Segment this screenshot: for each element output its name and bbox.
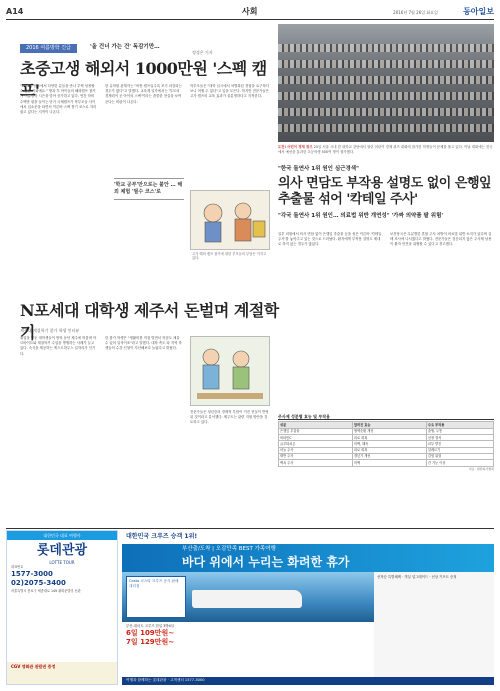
photo-caption-title: 도전! 어린이 경제 퀴즈 — [278, 145, 313, 149]
ad-left-banner: 대한민국 대표 여행사 — [7, 531, 117, 540]
article2-body-col3: 전문가들은 청년층의 경제적 부담이 커진 현실이 반영된 것이라고 분석했다. 제주도는 관련 지원 방안을 검토하고 있다. — [190, 410, 269, 425]
table-cell: 간 기능 이상 — [426, 460, 493, 466]
table-cell: 피로 회복 — [352, 435, 426, 441]
article1-body-col3: 학부모들은 "대학 입시에서 차별화된 경험을 요구하다 보니 어쩔 수 없다"고 입을 모은다. 하지만 전문가들은 고가 캠프의 교육 효과가 불분명하다고 지적한다. — [190, 84, 270, 99]
article1-tag: 2016 여름방학 긴급 — [20, 44, 77, 53]
table-cell: 감염 위험 — [426, 453, 493, 459]
article1-body-col1: "4박5일 캠프에서 다양한 분들을 만나 부쩍 성장할 수 있는 기회예요." 방과 후 아이들의 해외캠프 참가가 여름방학 시즌을 맞아 증가하고 있다. 연간 학비 수백만 원을 들이는 단기 국제캠프가 학부모들 사이에서 입소문을 타면서 이른바 스펙 쌓기 코스로 자리잡고 있다는 지적이 나온다. — [20, 84, 97, 115]
cruise-ad-hero-title: 바다 위에서 누리는 화려한 휴가 — [182, 555, 350, 569]
table-header: 주요 부작용 — [426, 422, 493, 428]
table-cell: 은행잎 추출물 — [279, 428, 353, 434]
article1-pull-quote: '학교 공부'만으로는 불안 … 해외 체험 '필수 코스'로 — [114, 178, 184, 200]
table-cell: 마늘 주사 — [279, 447, 353, 453]
table-header: 알려진 효능 — [352, 422, 426, 428]
article1-headline[interactable]: 초중고생 해외서 1000만원 '스펙 캠프' — [20, 59, 267, 100]
issue-date: 2016년 7월 26일 화요일 — [393, 10, 438, 15]
cruise-ad-side-panel: 선착순 특별혜택 · 객실 업그레이드 · 선상 기프트 증정 — [374, 572, 494, 685]
table-cell: 혈액순환 개선 — [352, 428, 426, 434]
article3-kicker: "한국 돌연사 1위 원인 심근경색" — [278, 166, 359, 172]
cruise-ad-hero-subtitle: 부산출/도착 | 오감만족 BEST 가족여행 — [182, 546, 276, 552]
article2-body-col1: 취업을 앞둔 대학생들이 방학 동안 제주에 머물며 아르바이트와 계절학기 수업을 병행하는 사례가 늘고 있다. 숙식을 제공하는 게스트하우스 일자리가 인기다. — [20, 336, 97, 356]
cruise-ad-route: 부산-대마도 크루즈 한일 3박4일 — [126, 624, 175, 628]
article3-subhead: "각국 돌연사 1위 원인… 의료법 위반 개연성" '가짜 의약품 팔 위험' — [278, 213, 444, 219]
table-cell: 글루타치온 — [279, 441, 353, 447]
ad-left-title: 롯데관광 — [36, 543, 88, 559]
ad-left-phone2[interactable]: 02)2075-3400 — [11, 579, 66, 588]
article2-body-col2: 한 참가 학생은 "생활비를 직접 벌면서 학점도 채울 수 있어 일석이조"라고 말했다. 대학 측도 타 지역 학생들의 수강 신청이 지난해보다 늘었다고 밝혔다. — [105, 336, 182, 351]
table-cell: 태반 주사 — [279, 453, 353, 459]
news-photo — [278, 24, 494, 142]
table-cell: 출혈, 두통 — [426, 428, 493, 434]
photo-caption — [278, 145, 494, 155]
table-cell: 피로 회복 — [352, 447, 426, 453]
article1-byline: 정성은 기자 — [192, 50, 213, 55]
ad-left-address: 서울특별시 종로구 세종대로 149 광화문빌딩 신관 — [11, 588, 81, 593]
table-cell: 갱년기 개선 — [352, 453, 426, 459]
ship-icon — [192, 590, 302, 608]
cruise-ad-price2: 7일 129만원~ — [126, 638, 175, 647]
article3-body-col1: 일부 의원에서 의사 면담 없이 은행잎 추출물 등을 섞은 이른바 '칵테일 주사'를 놓아주고 있는 것으로 드러났다. 환자에게 부작용 설명도 제대로 하지 않는 경우가 많았다. — [278, 232, 382, 247]
ad-left-subtitle: LOTTE TOUR — [49, 559, 75, 565]
table-cell: 미백 — [352, 460, 426, 466]
table-header: 성분 — [279, 422, 353, 428]
cruise-ad-info — [122, 622, 372, 685]
article2-byline: 제주대 계절학기 참가 학생 인터뷰 — [20, 328, 80, 333]
table-caption: 주사제 성분별 효능 및 부작용 — [278, 414, 494, 420]
table-cell: 피부 발진 — [426, 441, 493, 447]
cruise-ad-hero — [122, 544, 494, 572]
info-table — [278, 414, 494, 471]
article1-kicker: '올 건너 가는 건' 독감기만… — [90, 44, 160, 50]
cruise-ad-top-line: 대한민국 크루즈 승객 1위! — [122, 530, 494, 544]
article1-cartoon-image — [190, 190, 270, 250]
article1-body-col2: 한 유학원 관계자는 "비싼 캠프일수록 조기 마감되는 경우가 많다"고 말했다. 교육계 일각에서는 '부모의 경제력이 곧 아이의 스펙'이라는 씁쓸한 현실을 보여준다는 비판이 나온다. — [105, 84, 182, 104]
costa-badge: Costa 코스타 크루즈 공식 판매 대리점 — [126, 576, 186, 618]
article2-headline[interactable]: N포세대 대학생 제주서 돈벌며 계절학기 — [20, 301, 279, 342]
table-cell: 백옥 주사 — [279, 460, 353, 466]
ad-left-phone1[interactable]: 1577-3000 — [11, 569, 53, 578]
page-number: A14 — [6, 7, 24, 16]
cruise-ad-footer: 여행과 함께하는 롯데관광 · 고객센터 1577-3000 — [122, 677, 494, 685]
table-cell: 비타민C — [279, 435, 353, 441]
cartoon-illustration-icon — [191, 191, 269, 249]
newspaper-logo: 동아일보 — [463, 6, 494, 16]
lotte-tour-ad[interactable] — [6, 530, 118, 685]
table-cell: 미백, 해독 — [352, 441, 426, 447]
table-cell: 알레르기 — [426, 447, 493, 453]
article3-body-col2: 보건당국은 무분별한 혼합 주사 처방이 의료법 위반 소지가 있다며 실태 조사에 나서겠다고 밝혔다. 전문가들은 검증되지 않은 주사제 남용이 환자 안전을 위협할 수 있다고 경고했다. — [390, 232, 492, 247]
ad-left-cgv-banner: CGV 영화관 관람권 증정 — [7, 662, 117, 684]
article2-cartoon-image — [190, 336, 270, 406]
cruise-ad-price1: 6일 109만원~ — [126, 628, 175, 637]
section-title: 사회 — [242, 7, 258, 16]
table-source: 자료: 대한의사협회 — [468, 466, 494, 471]
cruise-ad[interactable] — [122, 530, 494, 685]
students-illustration-icon — [191, 337, 269, 405]
ad-left-phone-label: 대표번호 — [11, 565, 24, 570]
data-table — [278, 421, 494, 466]
article3-headline[interactable]: 의사 면담도 부작용 설명도 없이 은행잎 추출물 섞어 '칵테일 주사' — [278, 176, 492, 207]
photo-caption-text: 25일 서울 시내 한 대학교 강당에서 열린 어린이 경제 퀴즈 대회에 참가한 학생들이 문제를 풀고 있다. 이날 대회에는 전국에서 예선을 통과한 초등학생 500여 명이 참가했다. — [278, 145, 493, 154]
table-row — [279, 460, 494, 466]
page-header — [6, 6, 494, 20]
table-cell: 신장 결석 — [426, 435, 493, 441]
article1-cartoon-caption: 고가 해외 캠프 참가에 대한 부모들의 부담은 커지고 있다. — [192, 252, 267, 261]
